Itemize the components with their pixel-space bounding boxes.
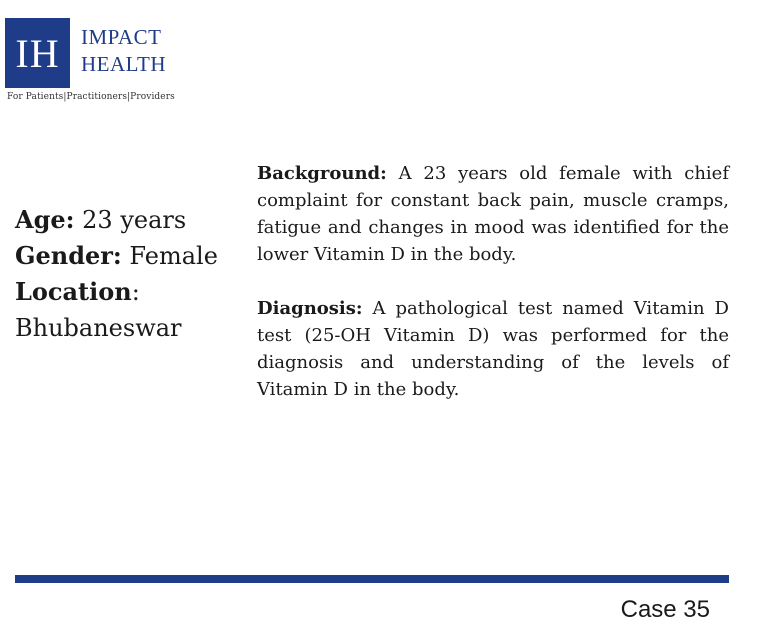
gender-label: Gender: (15, 241, 122, 270)
logo-name (81, 24, 166, 78)
logo-monogram-text: IH (15, 30, 60, 76)
age-label: Age: (15, 205, 75, 234)
location-row (15, 274, 245, 310)
diagnosis-paragraph (257, 295, 729, 403)
case-details (257, 160, 729, 430)
divider-bar (15, 575, 729, 583)
location-colon: : (131, 278, 140, 306)
logo-tagline: For Patients|Practitioners|Providers (7, 92, 175, 102)
logo-name-line2: HEALTH (81, 52, 167, 76)
case-number: Case 35 (620, 596, 710, 623)
logo-monogram (5, 18, 70, 88)
location-value: Bhubaneswar (15, 314, 182, 342)
location-label: Location (15, 277, 132, 306)
age-row (15, 202, 245, 238)
age-value: 23 years (74, 206, 187, 234)
background-label: Background: (257, 163, 387, 184)
gender-row (15, 238, 245, 274)
patient-info (15, 202, 245, 346)
logo-name-line1: IMPACT (81, 25, 162, 49)
diagnosis-text: A pathological test named Vitamin D test (25-OH Vitamin D) was performed for the diagnosis and understanding of the levels of Vitamin D in the body. (257, 298, 729, 400)
diagnosis-label: Diagnosis: (257, 298, 363, 319)
background-paragraph (257, 160, 729, 268)
impact-health-logo (3, 18, 183, 108)
gender-value: Female (121, 242, 218, 270)
background-text: A 23 years old female with chief complaint for constant back pain, muscle cramps, fatigue and changes in mood was identified for the lower Vitamin D in the body. (257, 163, 729, 265)
